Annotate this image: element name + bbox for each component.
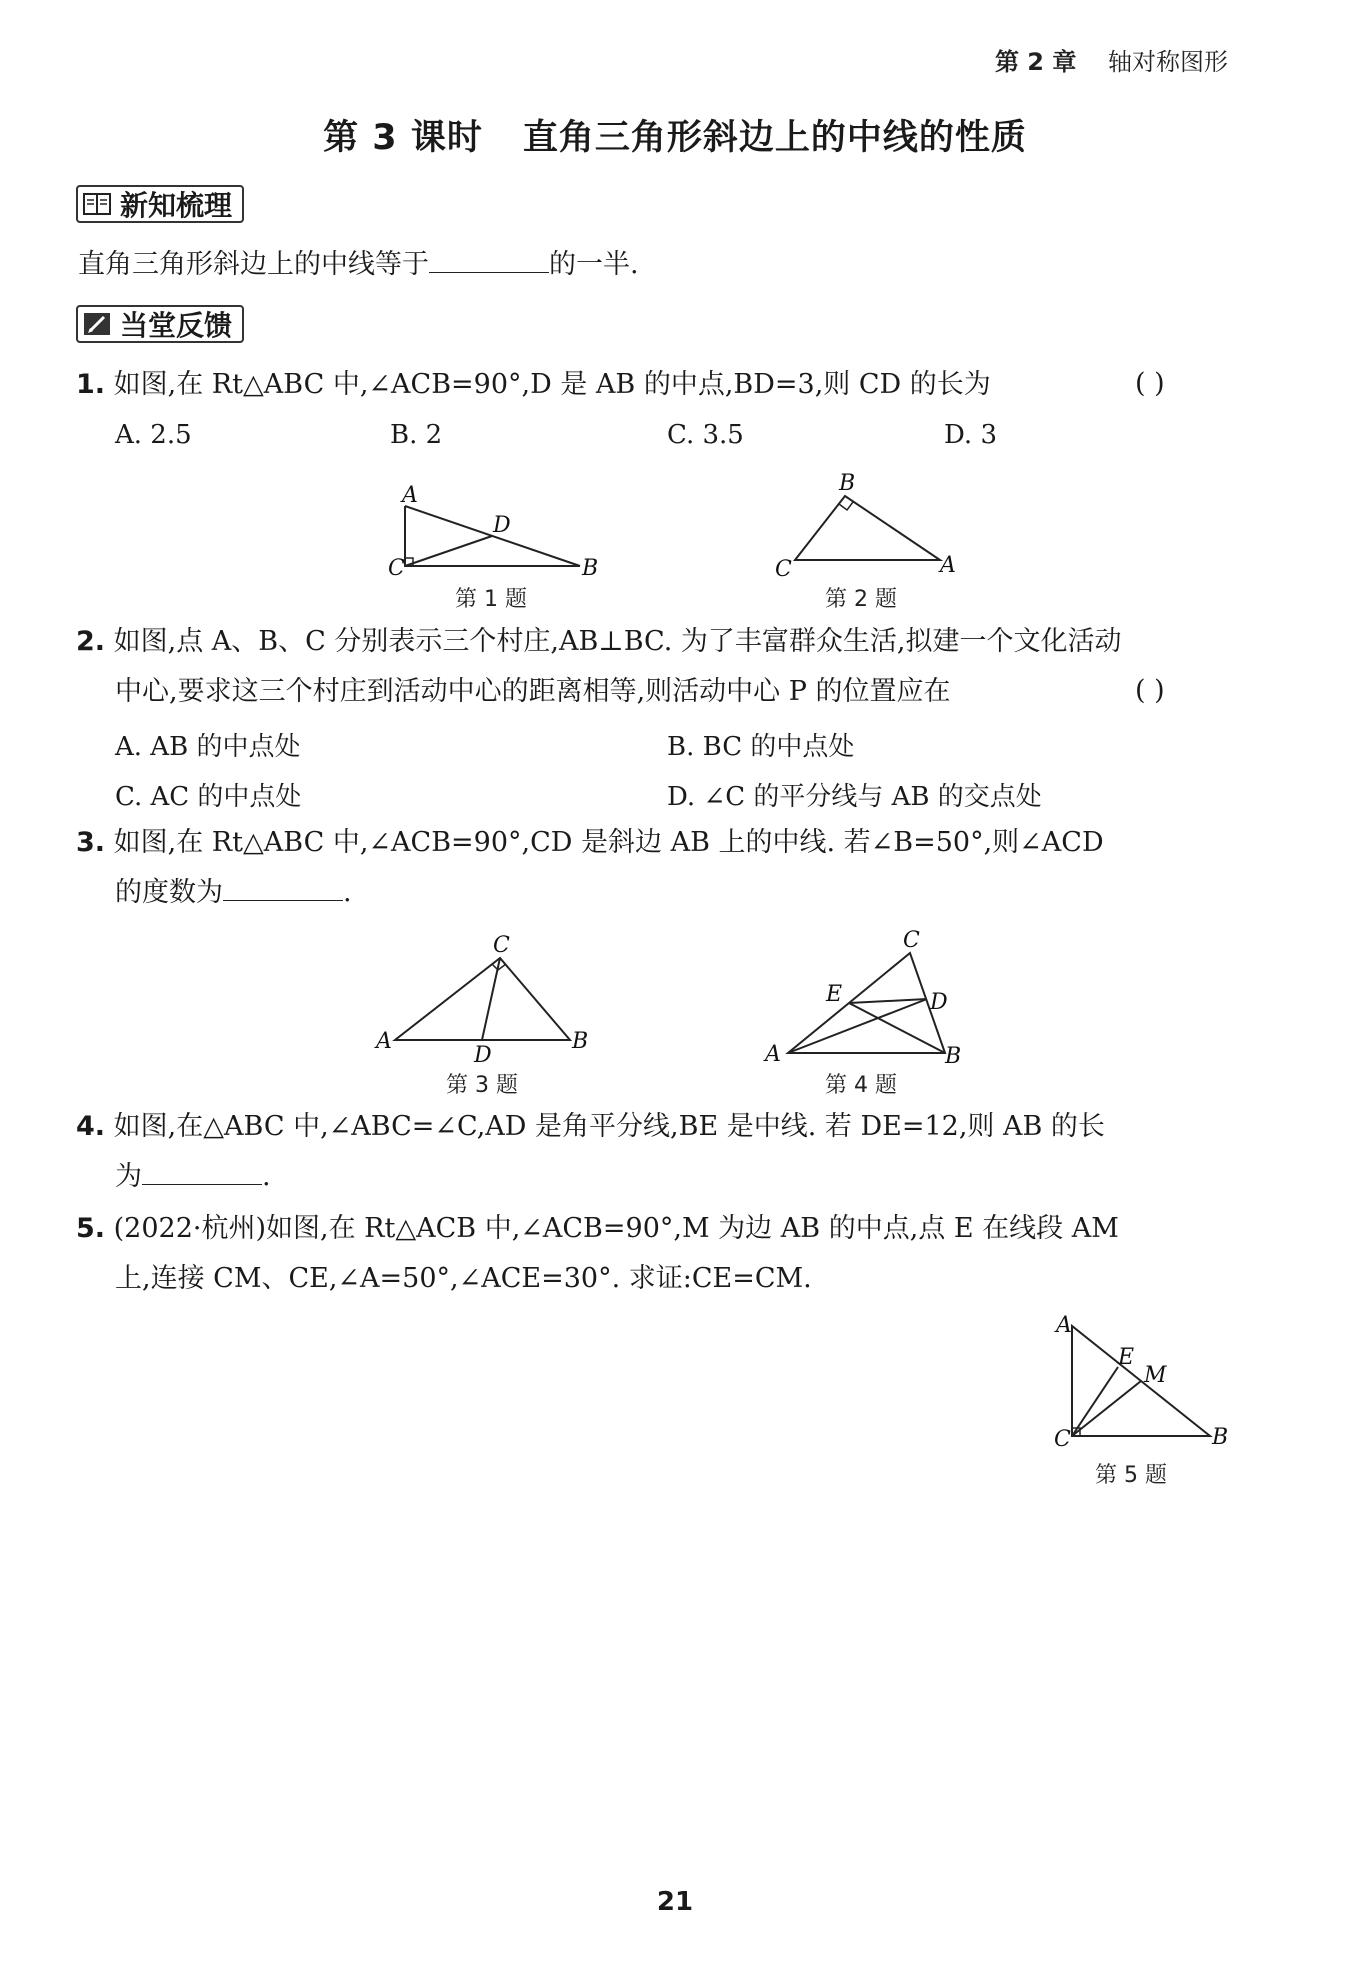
lesson-title (0, 110, 1350, 160)
label-a: A (376, 1029, 392, 1054)
label-a: A (1056, 1313, 1072, 1338)
label-c: C (775, 557, 792, 578)
label-c: C (493, 933, 510, 958)
section-label: 当堂反馈 (120, 309, 233, 342)
figure-2-caption: 第 2 题 (825, 587, 897, 612)
label-d: D (474, 1043, 492, 1063)
figure-5-caption: 第 5 题 (1095, 1463, 1167, 1488)
pencil-icon (82, 310, 112, 338)
label-a: A (402, 483, 418, 508)
chapter-number: 第 2 章 (994, 48, 1077, 76)
option-1a[interactable]: A. 2.5 (115, 420, 192, 450)
answer-blank[interactable] (223, 876, 343, 901)
option-2c[interactable]: C. AC 的中点处 (115, 782, 302, 812)
label-e: E (1118, 1345, 1135, 1370)
figure-4-diagram (760, 925, 980, 1065)
answer-blank[interactable] (142, 1160, 262, 1185)
label-d: D (930, 990, 948, 1015)
figure-2-diagram (765, 468, 965, 578)
question-4-line-1: 4. 如图,在△ABC 中,∠ABC=∠C,AD 是角平分线,BE 是中线. 若 DE=12,则 AB 的长 (76, 1111, 1105, 1142)
option-2d[interactable]: D. ∠C 的平分线与 AB 的交点处 (667, 782, 1042, 812)
question-2-line-1: 2. 如图,点 A、B、C 分别表示三个村庄,AB⊥BC. 为了丰富群众生活,拟建一个文化活动 (76, 626, 1122, 657)
question-5-line-1: 5. (2022·杭州)如图,在 Rt△ACB 中,∠ACB=90°,M 为边 AB 的中点,点 E 在线段 AM (76, 1213, 1119, 1244)
figure-1-diagram (380, 478, 620, 578)
option-1c[interactable]: C. 3.5 (667, 420, 744, 450)
question-1-text: 如图,在 Rt△ABC 中,∠ACB=90°,D 是 AB 的中点,BD=3,则 CD 的长为 (113, 369, 991, 400)
chapter-header (995, 42, 1228, 77)
section-class-feedback (76, 305, 244, 343)
label-b: B (839, 471, 856, 496)
book-icon (82, 190, 112, 218)
figure-1-caption: 第 1 题 (455, 587, 527, 612)
label-d: D (493, 513, 511, 538)
option-1b[interactable]: B. 2 (390, 420, 443, 450)
label-c: C (903, 928, 920, 953)
label-a: A (940, 553, 956, 578)
question-3-line-2: 的度数为 . (115, 877, 352, 908)
label-b: B (945, 1044, 962, 1065)
label-b: B (572, 1029, 589, 1054)
label-b: B (582, 556, 599, 578)
question-2-line-2: 中心,要求这三个村庄到活动中心的距离相等,则活动中心 P 的位置应在 (115, 676, 951, 707)
option-1d[interactable]: D. 3 (944, 420, 997, 450)
section-label: 新知梳理 (120, 189, 233, 222)
figure-5-diagram (1040, 1310, 1240, 1450)
question-1: 1. 如图,在 Rt△ABC 中,∠ACB=90°,D 是 AB 的中点,BD=3,则 CD 的长为 (76, 369, 991, 400)
label-b: B (1212, 1425, 1229, 1450)
chapter-topic: 轴对称图形 (1108, 48, 1228, 76)
label-c: C (1054, 1427, 1071, 1450)
lesson-number: 第 3 课时 (323, 118, 483, 158)
label-a: A (765, 1042, 781, 1065)
question-5-line-2: 上,连接 CM、CE,∠A=50°,∠ACE=30°. 求证:CE=CM. (115, 1263, 812, 1294)
figure-4-caption: 第 4 题 (825, 1073, 897, 1098)
page-number: 21 (656, 1887, 694, 1917)
knowledge-statement: 直角三角形斜边上的中线等于 的一半. (78, 249, 639, 280)
answer-paren-2[interactable]: ( ) (1135, 675, 1165, 706)
question-3-line-1: 3. 如图,在 Rt△ABC 中,∠ACB=90°,CD 是斜边 AB 上的中线. 若∠B=50°,则∠ACD (76, 827, 1104, 858)
label-c: C (388, 556, 405, 578)
figure-3-diagram (370, 928, 600, 1063)
section-new-knowledge (76, 185, 244, 223)
option-2b[interactable]: B. BC 的中点处 (667, 732, 855, 762)
answer-blank[interactable] (429, 248, 549, 273)
lesson-subject: 直角三角形斜边上的中线的性质 (522, 118, 1027, 158)
option-2a[interactable]: A. AB 的中点处 (115, 732, 301, 762)
answer-paren-1[interactable]: ( ) (1135, 368, 1165, 399)
label-m: M (1144, 1363, 1167, 1388)
figure-3-caption: 第 3 题 (446, 1073, 518, 1098)
label-e: E (826, 982, 843, 1007)
question-4-line-2: 为 . (115, 1161, 271, 1192)
